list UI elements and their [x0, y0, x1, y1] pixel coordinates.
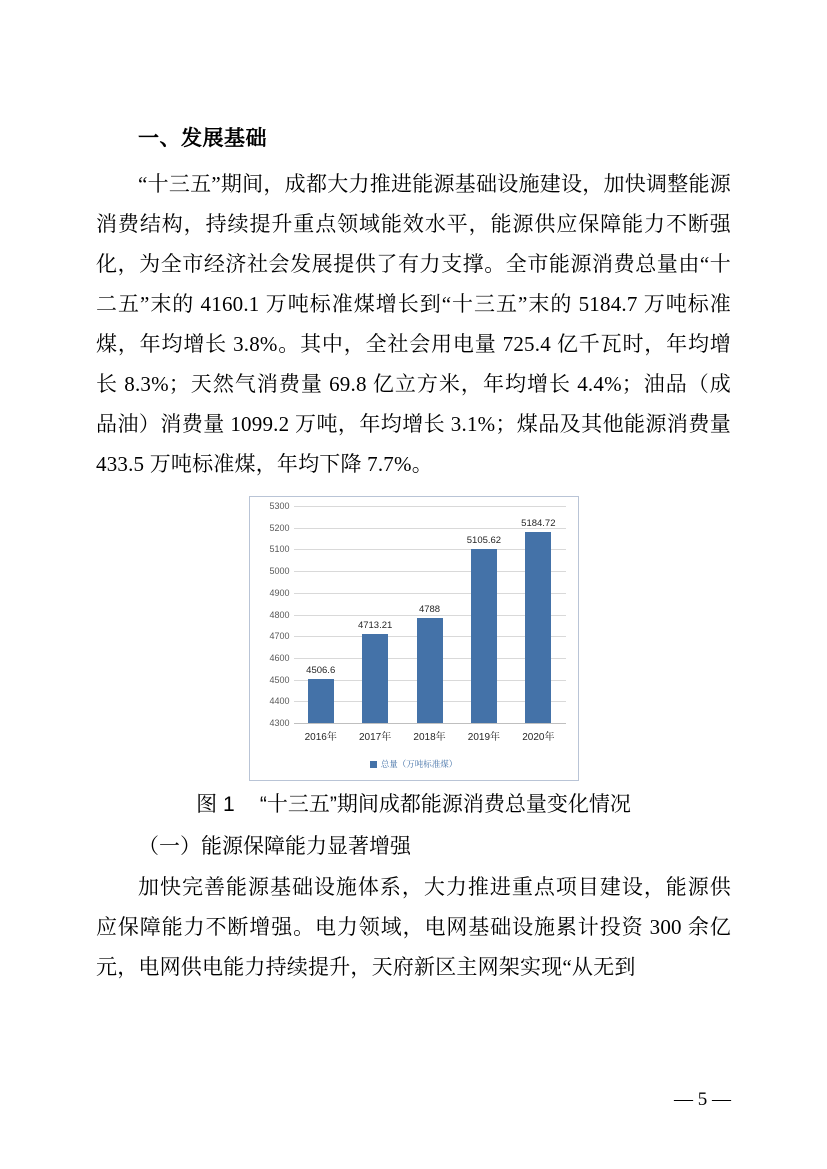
- figure-caption: [96, 785, 731, 825]
- legend-label: 总量（万吨标准煤）: [380, 759, 458, 769]
- paragraph-development-basis: “十三五”期间，成都大力推进能源基础设施建设，加快调整能源消费结构，持续提升重点领域能效水平，能源供应保障能力不断强化，为全市经济社会发展提供了有力支撑。全市能源消费总量由“十二五”末的 4160.1 万吨标准煤增长到“十三五”末的 5184.7 万吨标准煤，年均增长 3.8%。其中，全社会用电量 725.4 亿千瓦时，年均增长 8.3%；天然气消费量 69.8 亿立方米，年均增长 4.4%；油品（成品油）消费量 1099.2 万吨，年均增长 3.1%；煤品及其他能源消费量 433.5 万吨标准煤，年均下降 7.7%。: [96, 172, 731, 476]
- chart-bar-slot: [402, 507, 456, 724]
- paragraph-energy-security: 加快完善能源基础设施体系，大力推进重点项目建设，能源供应保障能力不断增强。电力领域，电网基础设施累计投资 300 余亿元，电网供电能力持续提升，天府新区主网架实现“从无到: [96, 875, 731, 979]
- chart-x-axis: [294, 723, 566, 724]
- chart-bar-slot: [511, 507, 565, 724]
- chart-y-tick-label: 4800: [269, 609, 290, 620]
- figure-energy-consumption: [96, 496, 731, 781]
- chart-bar-slot: [294, 507, 348, 724]
- chart-y-tick-label: 4900: [269, 587, 290, 598]
- chart-bar: [362, 634, 388, 724]
- chart-x-tick-label: 2019年: [467, 732, 501, 743]
- chart-bar-value-label: 5105.62: [466, 535, 502, 547]
- chart-y-tick-label: 4400: [269, 696, 290, 707]
- chart-bar-value-label: 4788: [418, 604, 441, 616]
- chart-bar: [525, 532, 551, 724]
- chart-x-tick-label: 2018年: [413, 732, 446, 743]
- chart-bars: [294, 507, 566, 724]
- chart-plot-area: [269, 501, 566, 728]
- figure-caption-label: 图 1: [196, 793, 235, 816]
- chart-bar-value-label: 5184.72: [521, 518, 556, 530]
- chart-y-tick-label: 4600: [269, 652, 290, 663]
- chart-y-tick-label: 4300: [269, 718, 290, 728]
- chart-x-tick-label: 2020年: [522, 732, 555, 743]
- chart-legend: [250, 758, 578, 770]
- figure-caption-text: “十三五”期间成都能源消费总量变化情况: [259, 793, 631, 816]
- chart-bar-value-label: 4713.21: [357, 620, 393, 632]
- chart-x-tick-labels: [294, 728, 566, 744]
- chart-bar: [417, 618, 443, 724]
- chart-bar: [471, 549, 497, 724]
- chart-bar-slot: [457, 507, 511, 724]
- page-number: — 5 —: [674, 1089, 731, 1110]
- section-heading: 一、发展基础: [138, 127, 267, 150]
- chart-y-tick-label: 5300: [269, 501, 290, 511]
- chart-bar-slot: [348, 507, 402, 724]
- chart-y-tick-label: 4500: [269, 674, 290, 685]
- chart-y-tick-label: 5200: [269, 522, 290, 533]
- chart-y-tick-label: 4700: [269, 631, 290, 642]
- chart-x-tick-label: 2017年: [358, 732, 392, 743]
- sub-heading-energy-security: （一）能源保障能力显著增强: [138, 835, 411, 858]
- chart-bar-value-label: 4506.6: [306, 665, 336, 677]
- chart-x-tick-label: 2016年: [304, 732, 337, 743]
- legend-swatch-icon: [370, 761, 377, 768]
- chart-bar: [308, 679, 334, 724]
- bar-chart: [249, 496, 579, 781]
- chart-y-tick-label: 5100: [269, 544, 290, 555]
- chart-y-tick-label: 5000: [269, 566, 290, 577]
